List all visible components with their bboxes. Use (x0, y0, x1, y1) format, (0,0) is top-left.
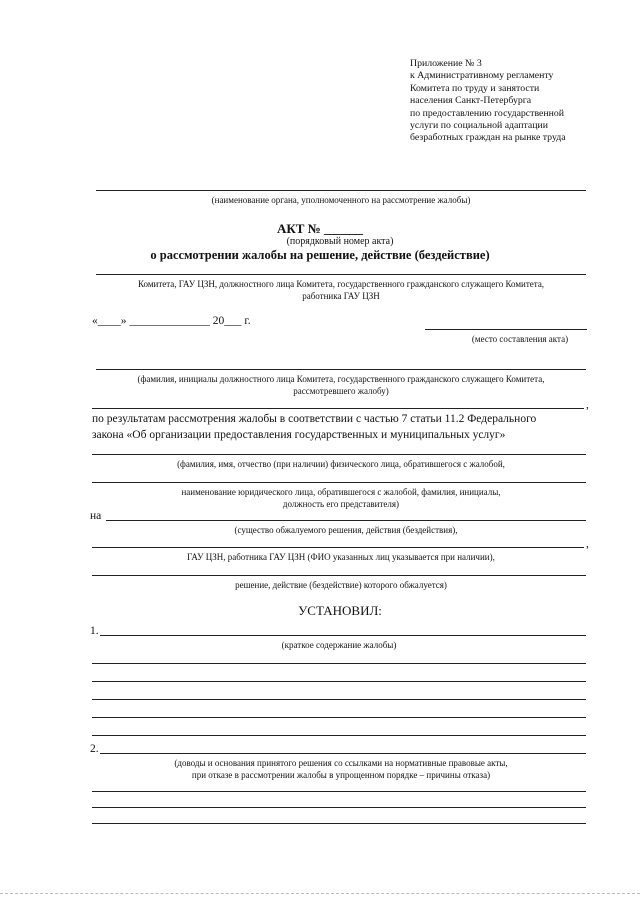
summary-caption: (краткое содержание жалобы) (281, 640, 397, 650)
gau-caption: ГАУ ЦЗН, работника ГАУ ЦЗН (ФИО указанных лиц указывается при наличии), (187, 552, 495, 562)
appendix-line: Приложение № 3 (410, 58, 482, 69)
summary-line[interactable] (92, 735, 586, 736)
appendix-line: услуги по социальной адаптации (410, 120, 548, 132)
trailing-comma-2: , (586, 538, 589, 550)
established-heading: УСТАНОВИЛ: (298, 603, 382, 618)
results-field[interactable] (92, 408, 584, 409)
on-label: на (90, 510, 102, 522)
decision-field[interactable] (106, 520, 586, 521)
appendix-line: к Административному регламенту (410, 70, 554, 82)
reasons-caption-2: при отказе в рассмотрении жалобы в упрощенном порядке – причины отказа) (191, 770, 491, 780)
legal-entity-caption-1: наименование юридического лица, обратившегося с жалобой, фамилия, инициалы, (181, 487, 501, 497)
appendix-line: населения Санкт-Петербурга (410, 95, 532, 107)
gau-field[interactable] (92, 547, 584, 548)
applicant-caption: (фамилия, имя, отчество (при наличии) физического лица, обратившегося с жалобой, (177, 459, 505, 469)
item2-label: 2. (90, 743, 99, 755)
summary-line[interactable] (92, 663, 586, 664)
authority-field[interactable] (96, 190, 586, 191)
reasons-line[interactable] (92, 807, 586, 808)
summary-line[interactable] (92, 681, 586, 682)
place-caption: (место составления акта) (471, 334, 569, 344)
official-caption-1: (фамилия, инициалы должностного лица Комитета, государственного гражданского служащего Комитета, (137, 374, 545, 384)
item1-field[interactable] (100, 635, 586, 636)
committee-caption-2: работника ГАУ ЦЗН (302, 291, 380, 301)
appendix-header (410, 58, 566, 145)
summary-line[interactable] (92, 717, 586, 718)
legal-entity-caption-2: должность его представителя) (282, 499, 400, 509)
results-text-1: по результатам рассмотрения жалобы в соответствии с частью 7 статьи 11.2 Федерального (92, 413, 537, 425)
date-line[interactable]: «____» ______________ 20___ г. (92, 315, 251, 327)
results-text-2: закона «Об организации предоставления государственных и муниципальных услуг» (92, 429, 506, 441)
act-subtitle: о рассмотрении жалобы на решение, действие (бездействие) (150, 248, 490, 262)
trailing-comma: , (586, 399, 589, 411)
official-caption-2: рассмотревшего жалобу) (293, 386, 389, 396)
legal-entity-field[interactable] (92, 482, 586, 483)
committee-field[interactable] (96, 274, 586, 275)
act-title: АКТ № ______ (276, 221, 364, 236)
decision-caption: (существо обжалуемого решения, действия (бездействия), (234, 525, 458, 535)
appealed-caption: решение, действие (бездействие) которого обжалуется) (235, 580, 447, 590)
appendix-line: Комитета по труду и занятости (410, 82, 540, 94)
summary-line[interactable] (92, 699, 586, 700)
reasons-line[interactable] (92, 791, 586, 792)
appealed-field[interactable] (92, 575, 586, 576)
appendix-line: безработных граждан на рынке труда (410, 132, 566, 144)
place-field[interactable] (425, 329, 587, 330)
item1-label: 1. (90, 625, 99, 637)
scan-edge-divider (0, 893, 640, 894)
official-field[interactable] (96, 369, 586, 370)
reasons-caption-1: (доводы и основания принятого решения со ссылками на нормативные правовые акты, (174, 758, 508, 768)
reasons-line[interactable] (92, 823, 586, 824)
act-number-caption: (порядковый номер акта) (286, 236, 394, 247)
applicant-field[interactable] (92, 454, 586, 455)
authority-caption: (наименование органа, уполномоченного на рассмотрение жалобы) (211, 195, 471, 205)
item2-field[interactable] (100, 753, 586, 754)
appendix-line: по предоставлению государственной (410, 107, 564, 119)
committee-caption-1: Комитета, ГАУ ЦЗН, должностного лица Комитета, государственного гражданского служащего Комитета, (137, 279, 545, 289)
